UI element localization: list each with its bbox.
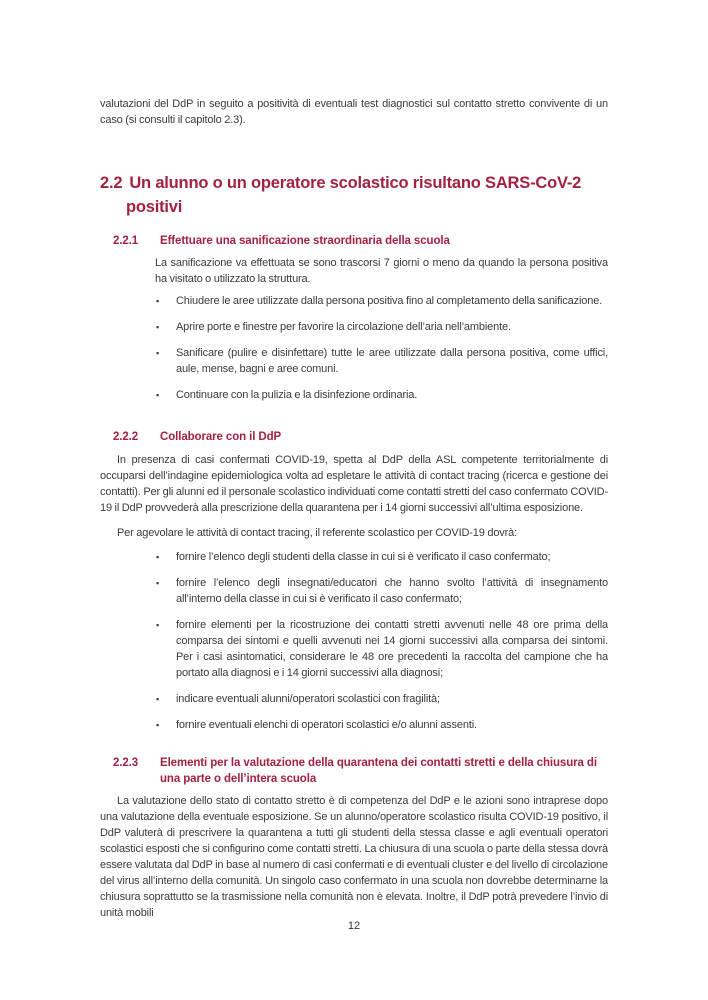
square-bullet-icon: ▪ <box>156 390 160 400</box>
section-number: 2.2 <box>100 174 123 192</box>
bullet-text: Chiudere le aree utilizzate dalla persona positiva fino al completamento della sanificazione. <box>176 295 603 307</box>
square-bullet-icon: ▪ <box>156 720 160 730</box>
bullet-text: fornire l’elenco degli insegnati/educatori che hanno svolto l’attività di insegnamento all’interno della classe in cui si è verificato il caso confermato; <box>176 577 608 605</box>
bullet-text: Aprire porte e finestre per favorire la circolazione dell’aria nell’ambiente. <box>176 321 511 333</box>
subsection-heading-2-2-1 <box>113 233 608 249</box>
bullet-item <box>155 549 608 565</box>
bullet-text: fornire elementi per la ricostruzione dei contatti stretti avvenuti nelle 48 ore prima della comparsa dei sintomi e quelli avvenuti nei 14 giorni successivi alla comparsa dei sintomi. Per i casi asintomatici, considerare le 48 ore precedenti la raccolta del campione che ha portato alla diagnosi e i 14 giorni successivi alla diagnosi; <box>176 619 608 679</box>
square-bullet-icon: ▪ <box>156 694 160 704</box>
bullet-item <box>155 387 608 403</box>
subsection-number: 2.2.1 <box>113 235 139 247</box>
subsection-heading-2-2-2 <box>113 429 608 445</box>
subsection-number: 2.2.3 <box>113 757 139 769</box>
subsection-2-2-2-paragraph-2: Per agevolare le attività di contact tracing, il referente scolastico per COVID-19 dovrà: <box>117 527 518 539</box>
page-content <box>100 96 608 921</box>
bullet-text: indicare eventuali alunni/operatori scolastici con fragilità; <box>176 693 440 705</box>
section-heading-2-2 <box>100 172 608 219</box>
square-bullet-icon: ▪ <box>156 620 160 630</box>
subsection-title: Collaborare con il DdP <box>160 431 282 443</box>
bullet-item <box>155 293 608 309</box>
bullet-item <box>155 319 608 335</box>
subsection-heading-2-2-3 <box>113 755 608 787</box>
bullet-text: Continuare con la pulizia e la disinfezione ordinaria. <box>176 389 418 401</box>
square-bullet-icon: ▪ <box>156 578 160 588</box>
square-bullet-icon: ▪ <box>156 552 160 562</box>
subsection-title: Elementi per la valutazione della quarantena dei contatti stretti e della chiusura di una parte o dell’intera scuola <box>160 757 597 785</box>
bullet-text: Sanificare (pulire e disinfettare) tutte le aree utilizzate dalla persona positiva, come uffici, aule, mense, bagni e aree comuni. <box>176 347 608 375</box>
square-bullet-icon: ▪ <box>156 348 160 358</box>
bullet-text: fornire l’elenco degli studenti della classe in cui si è verificato il caso confermato; <box>176 551 551 563</box>
bullet-text: fornire eventuali elenchi di operatori scolastici e/o alunni assenti. <box>176 719 477 731</box>
contact-tracing-bullet-list <box>155 549 608 733</box>
bullet-item <box>155 691 608 707</box>
bullet-item <box>155 345 608 377</box>
subsection-title: Effettuare una sanificazione straordinaria della scuola <box>160 235 450 247</box>
subsection-2-2-2-paragraph-1: In presenza di casi confermati COVID-19, spetta al DdP della ASL competente territorialmente di occuparsi dell’indagine epidemiologica volta ad espletare le attività di contact tracing (ricerca e gestione dei contatti). Per gli alunni ed il personale scolastico individuati come contatti stretti del caso confermato COVID-19 il DdP provvederà alla prescrizione della quarantena per i 14 giorni successivi all’ultima esposizione. <box>100 454 608 514</box>
bullet-item <box>155 717 608 733</box>
square-bullet-icon: ▪ <box>156 296 160 306</box>
subsection-2-2-1-paragraph: La sanificazione va effettuata se sono trascorsi 7 giorni o meno da quando la persona positiva ha visitato o utilizzato la struttura. <box>155 257 608 285</box>
section-title: Un alunno o un operatore scolastico risultano SARS-CoV-2 positivi <box>126 174 582 216</box>
paragraph-continuation: valutazioni del DdP in seguito a positività di eventuali test diagnostici sul contatto stretto convivente di un caso (si consulti il capitolo 2.3). <box>100 98 608 126</box>
square-bullet-icon: ▪ <box>156 322 160 332</box>
page-number: 12 <box>347 920 361 932</box>
sanification-bullet-list <box>155 293 608 403</box>
subsection-2-2-3-paragraph: La valutazione dello stato di contatto stretto è di competenza del DdP e le azioni sono intraprese dopo una valutazione della eventuale esposizione. Se un alunno/operatore scolastico risulta COVID-19 positivo, il DdP valuterà di prescrivere la quarantena a tutti gli studenti della stessa classe e agli eventuali operatori scolastici esposti che si configurino come contatti stretti. La chiusura di una scuola o parte della stessa dovrà essere valutata dal DdP in base al numero di casi confermati e di eventuali cluster e del livello di circolazione del virus all’interno della comunità. Un singolo caso confermato in una scuola non dovrebbe determinarne la chiusura soprattutto se la trasmissione nella comunità non è elevata. Inoltre, il DdP potrà prevedere l’invio di unità mobili <box>100 795 608 919</box>
bullet-item <box>155 575 608 607</box>
bullet-item <box>155 617 608 681</box>
subsection-number: 2.2.2 <box>113 431 139 443</box>
